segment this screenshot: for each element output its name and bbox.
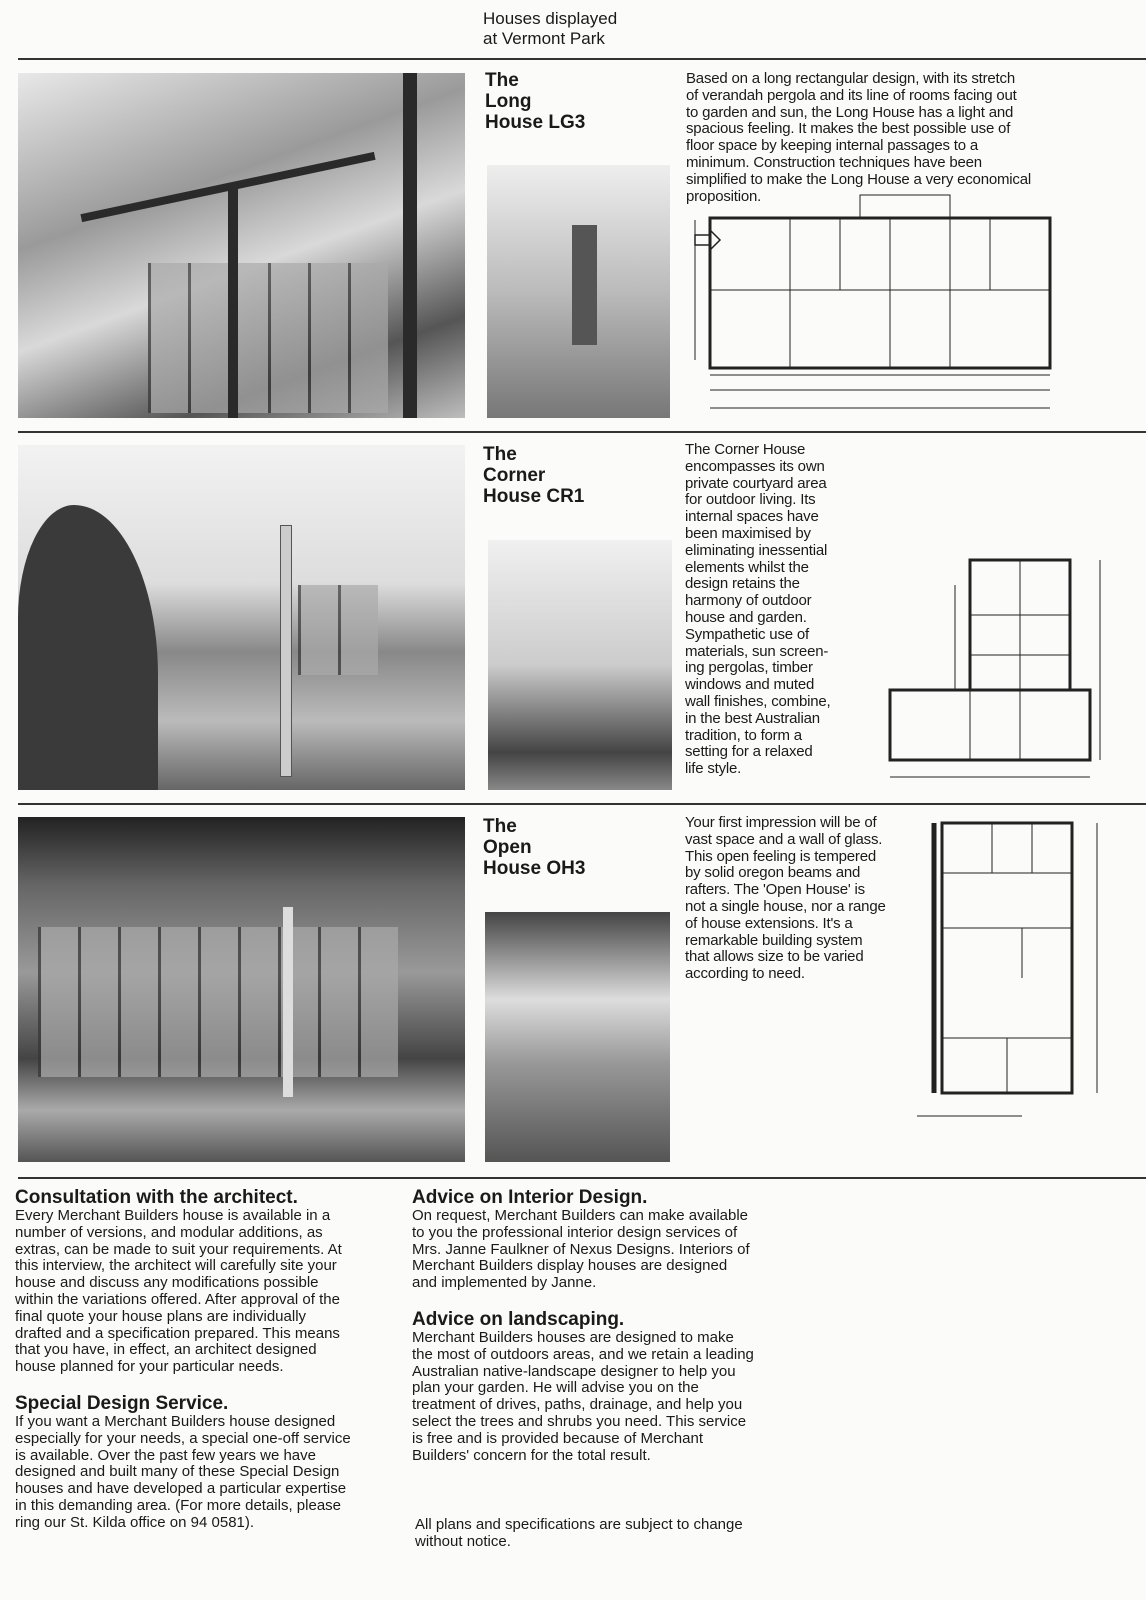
open-house-interior-photo: [485, 912, 670, 1162]
consultation-section: [15, 1188, 405, 1532]
section-text: Merchant Builders houses are designed to make the most of outdoors areas, and we retain a leading Australian native-landscape designer to help you plan your garden. He will advise you on the treatment of drives, paths, drainage, and help you select the trees and shrubs you need. This service is free and is provided because of Merchant Builders' concern for the total result.: [412, 1328, 754, 1464]
house-description: Based on a long rectangular design, with its stretch of verandah pergola and its line of rooms facing out to garden and sun, the Long House has a light and spacious feeling. It makes the best possible use of floor space by keeping internal passages to a minimum. Construction techniques have been simplified to make the Long House a very economical proposition.: [686, 70, 1031, 205]
section-heading: Advice on landscaping.: [412, 1308, 625, 1330]
section-heading: Consultation with the architect.: [15, 1187, 298, 1208]
divider: [18, 1177, 1146, 1179]
house-title: The Open House OH3: [483, 816, 586, 879]
divider: [18, 431, 1146, 433]
section-heading: Advice on Interior Design.: [412, 1187, 648, 1208]
long-house-exterior-photo: [18, 73, 465, 418]
long-house-floor-plan: [690, 190, 1060, 422]
long-house-interior-photo: [487, 165, 670, 418]
advice-section: [412, 1188, 812, 1464]
house-title: The Long House LG3: [485, 70, 586, 133]
section-text: If you want a Merchant Builders house designed especially for your needs, a special one-off service is available. Over the past few years we have designed and built many of these Special Design houses and have developed a particular expertise in this demanding area. (For more details, please ring our St. Kilda office on 94 0581).: [15, 1412, 351, 1531]
corner-house-exterior-photo: [18, 445, 465, 790]
divider: [18, 58, 1146, 60]
page-header: Houses displayed at Vermont Park: [483, 9, 618, 48]
section-text: Every Merchant Builders house is available in a number of versions, and modular additions, as extras, can be made to suit your requirements. At this interview, the architect will carefully site your house and discuss any modifications possible within the variations offered. After approval of the final quote your house plans are individually drafted and a specification prepared. This means that you have, in effect, an architect designed house planned for your particular needs.: [15, 1207, 342, 1376]
divider: [18, 803, 1146, 805]
house-description: Your first impression will be of vast space and a wall of glass. This open feeling is tempered by solid oregon beams and rafters. The 'Open House' is not a single house, nor a range of house extensions. It's a remarkable building system that allows size to be varied according to need.: [685, 814, 886, 983]
corner-house-floor-plan: [860, 555, 1108, 787]
section-text: On request, Merchant Builders can make available to you the professional interior design services of Mrs. Janne Faulkner of Nexus Designs. Interiors of Merchant Builders display houses are designed and implemented by Janne.: [412, 1207, 750, 1292]
footer-note: All plans and specifications are subject to change without notice.: [415, 1516, 743, 1550]
corner-house-interior-photo: [488, 540, 672, 790]
open-house-floor-plan: [912, 818, 1108, 1128]
house-description: The Corner House encompasses its own private courtyard area for outdoor living. Its internal spaces have been maximised by eliminating inessential elements whilst the design retains the harmony of outdoor house and garden. Sympathetic use of materials, sun screen- ing pergolas, timber windows and muted wall finishes, combine, in the best Australian tradition, to form a setting for a relaxed life style.: [685, 441, 831, 778]
open-house-exterior-photo: [18, 817, 465, 1162]
section-heading: Special Design Service.: [15, 1392, 229, 1414]
house-title: The Corner House CR1: [483, 444, 585, 507]
